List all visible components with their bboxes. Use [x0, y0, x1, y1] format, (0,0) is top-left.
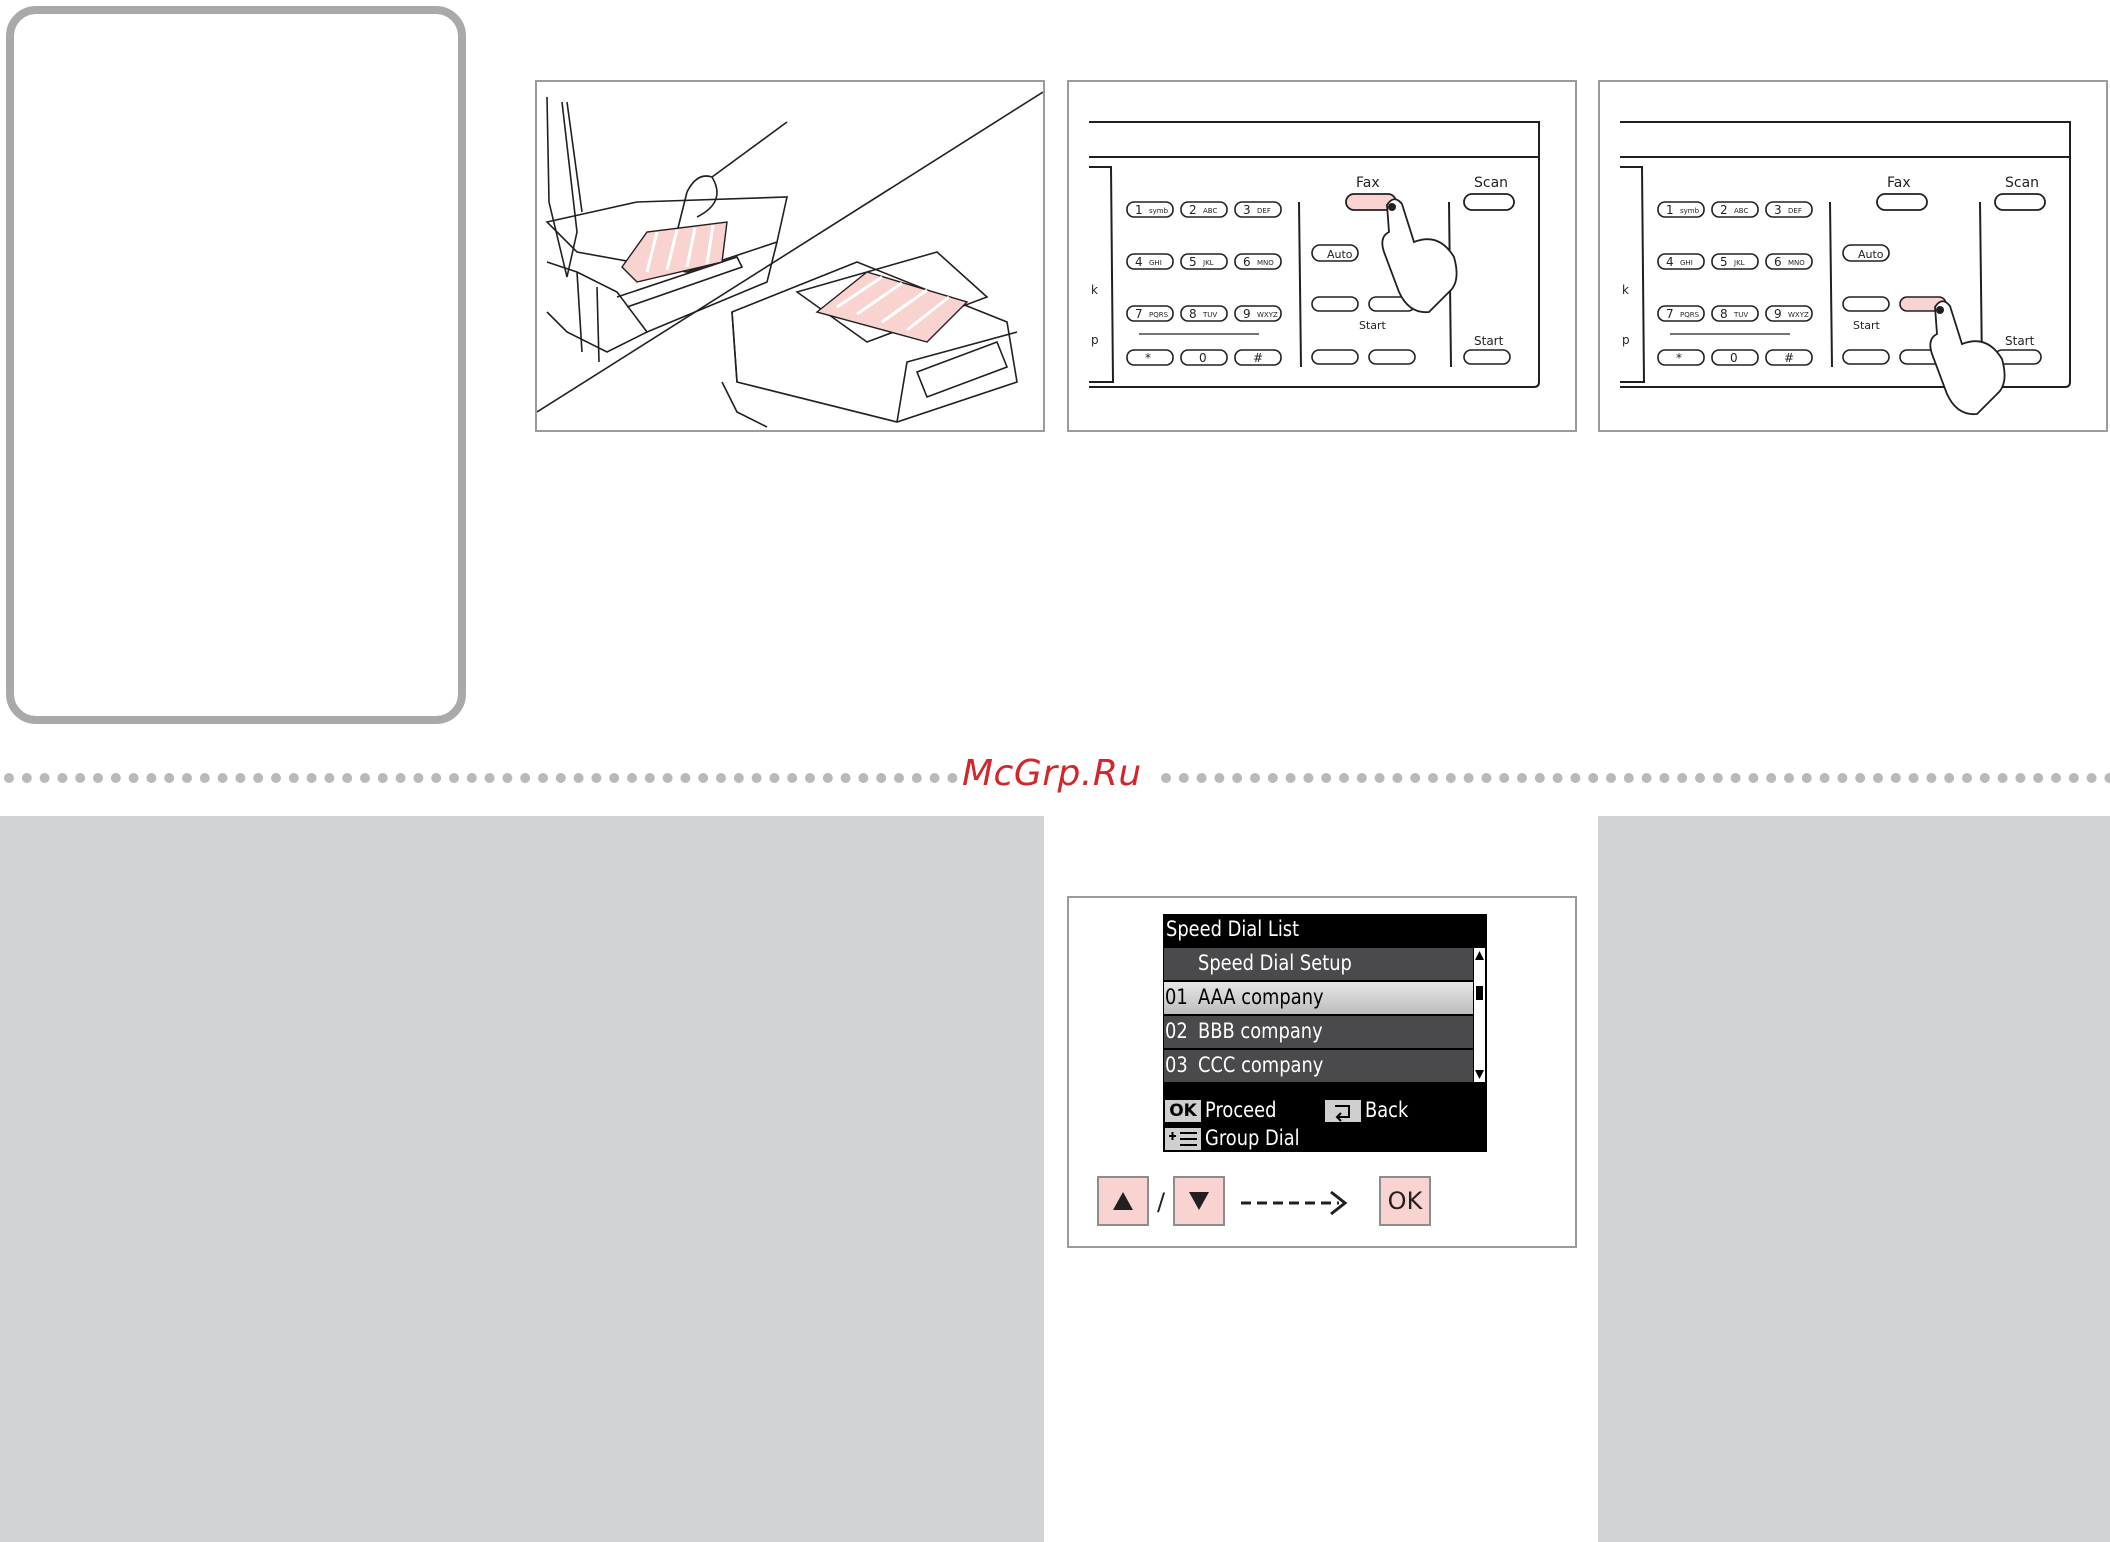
keypad-key-label: 9	[1243, 307, 1251, 321]
divider-dot	[1909, 773, 1919, 783]
ok-badge: OK	[1165, 1100, 1201, 1122]
divider-dot	[200, 773, 210, 783]
divider-dot	[1517, 773, 1527, 783]
divider-dot	[129, 773, 139, 783]
divider-dot	[413, 773, 423, 783]
illustration-press-fax	[1067, 80, 1577, 432]
divider-dot	[663, 773, 673, 783]
divider-dot	[360, 773, 370, 783]
keypad-key-letters: ABC	[1734, 207, 1749, 215]
list-item[interactable]	[1164, 1016, 1473, 1048]
side-letter: k	[1622, 283, 1629, 297]
divider-dot	[1695, 773, 1705, 783]
divider-dot	[1464, 773, 1474, 783]
group-dial-icon	[1165, 1128, 1201, 1150]
divider-dot	[2069, 773, 2079, 783]
divider-dot	[520, 773, 530, 783]
printer-illustration	[537, 82, 1043, 430]
divider-dot	[1926, 773, 1936, 783]
divider-dot	[1161, 773, 1171, 783]
keypad-key-letters: JKL	[1203, 259, 1214, 267]
divider-dot	[1731, 773, 1741, 783]
divider-dot	[1535, 773, 1545, 783]
divider-dot	[93, 773, 103, 783]
entry-num: 02	[1165, 1019, 1188, 1043]
divider-dot	[787, 773, 797, 783]
divider-dot	[1268, 773, 1278, 783]
list-item[interactable]	[1164, 1050, 1473, 1082]
keypad-key-letters: WXYZ	[1257, 311, 1278, 319]
illustration-press-start	[1598, 80, 2108, 432]
divider-dot	[609, 773, 619, 783]
divider-dot	[467, 773, 477, 783]
divider-dot	[752, 773, 762, 783]
keypad-key-label: 1	[1666, 203, 1674, 217]
divider-dot	[431, 773, 441, 783]
divider-dot	[485, 773, 495, 783]
setup-label: Speed Dial Setup	[1198, 951, 1352, 975]
divider-dot	[680, 773, 690, 783]
entry-num: 03	[1165, 1053, 1188, 1077]
divider-dot	[876, 773, 886, 783]
divider-dot	[378, 773, 388, 783]
divider-dot	[1748, 773, 1758, 783]
divider-dot	[912, 773, 922, 783]
keypad-key-label: 3	[1774, 203, 1782, 217]
list-item-selected[interactable]	[1164, 982, 1473, 1014]
keypad-key-label: #	[1253, 351, 1264, 365]
side-note-card	[6, 6, 466, 724]
side-letter: p	[1091, 333, 1099, 347]
divider-dot	[75, 773, 85, 783]
divider-dot	[930, 773, 940, 783]
divider-dot	[1998, 773, 2008, 783]
divider-dot	[1642, 773, 1652, 783]
group-dial-label: Group Dial	[1205, 1126, 1300, 1150]
keypad-key-letters: MNO	[1257, 259, 1274, 267]
divider-dot	[2051, 773, 2061, 783]
ok-button-label: OK	[1387, 1187, 1423, 1215]
proceed-label: Proceed	[1205, 1098, 1277, 1122]
divider-dot	[1944, 773, 1954, 783]
divider-dot	[716, 773, 726, 783]
divider-dot	[1339, 773, 1349, 783]
divider-dot	[449, 773, 459, 783]
start-small-label: Start	[1359, 319, 1386, 332]
divider-dot	[2033, 773, 2043, 783]
divider-dot	[805, 773, 815, 783]
auto-label: Auto	[1858, 248, 1884, 261]
keypad-key-label: 1	[1135, 203, 1143, 217]
illustration-speed-dial-screen	[1067, 896, 1577, 1248]
divider-dot	[1410, 773, 1420, 783]
keypad-key-letters: TUV	[1203, 311, 1218, 319]
divider-dot	[289, 773, 299, 783]
divider-dot	[2015, 773, 2025, 783]
divider-dot	[1303, 773, 1313, 783]
divider-dot	[1286, 773, 1296, 783]
lcd-title: Speed Dial List	[1166, 917, 1300, 941]
keypad-key-letters: symb	[1680, 207, 1700, 215]
divider-dot	[2104, 773, 2110, 783]
divider-dot	[1392, 773, 1402, 783]
keypad-key-letters: ABC	[1203, 207, 1218, 215]
divider-dot	[1624, 773, 1634, 783]
divider-dot	[396, 773, 406, 783]
divider-dot	[1962, 773, 1972, 783]
side-letter: p	[1622, 333, 1630, 347]
scrollbar-arrows-icon	[1474, 948, 1485, 1082]
keypad-key-label: 2	[1720, 203, 1728, 217]
divider-dot	[1197, 773, 1207, 783]
divider-dot	[307, 773, 317, 783]
entry-name: AAA company	[1198, 985, 1324, 1009]
dashed-arrow-icon	[1241, 1188, 1351, 1218]
keypad-key-label: *	[1676, 351, 1682, 365]
divider-dot	[1873, 773, 1883, 783]
divider-dot	[698, 773, 708, 783]
divider-dot	[1446, 773, 1456, 783]
divider-dot	[1499, 773, 1509, 783]
fax-label: Fax	[1887, 175, 1911, 191]
divider-dot	[146, 773, 156, 783]
divider-dot	[1321, 773, 1331, 783]
entry-name: BBB company	[1198, 1019, 1323, 1043]
start-small-label: Start	[1853, 319, 1880, 332]
divider-dot	[218, 773, 228, 783]
keypad-key-label: 0	[1730, 351, 1738, 365]
keypad-key-letters: PQRS	[1680, 311, 1700, 319]
scrollbar[interactable]	[1474, 948, 1485, 1082]
divider-dot	[502, 773, 512, 783]
keypad-key-letters: GHI	[1149, 259, 1162, 267]
keypad-key-label: 6	[1243, 255, 1251, 269]
divider-dot	[841, 773, 851, 783]
keypad-key-letters: PQRS	[1149, 311, 1169, 319]
keypad-key-letters: GHI	[1680, 259, 1693, 267]
keypad-key-label: 4	[1666, 255, 1674, 269]
divider-dot	[734, 773, 744, 783]
divider-dot	[235, 773, 245, 783]
divider-dot	[342, 773, 352, 783]
divider-dot	[111, 773, 121, 783]
divider-dot	[556, 773, 566, 783]
divider-dot	[164, 773, 174, 783]
divider-dot	[823, 773, 833, 783]
keypad-key-label: 7	[1135, 307, 1143, 321]
keypad-key-label: 3	[1243, 203, 1251, 217]
down-arrow-button[interactable]	[1173, 1176, 1225, 1226]
divider-dot	[947, 773, 957, 783]
keypad-key-letters: DEF	[1788, 207, 1802, 215]
back-icon	[1325, 1100, 1361, 1122]
fax-label: Fax	[1356, 175, 1380, 191]
grey-column-left	[0, 816, 1044, 1542]
ok-button[interactable]	[1379, 1176, 1431, 1226]
divider-dot	[40, 773, 50, 783]
start-right-label: Start	[1474, 334, 1504, 348]
divider-dot	[1659, 773, 1669, 783]
watermark: McGrp.Ru	[962, 753, 1142, 794]
divider-dot	[1357, 773, 1367, 783]
divider-dot	[1250, 773, 1260, 783]
entry-num: 01	[1165, 985, 1188, 1009]
keypad-key-label: 4	[1135, 255, 1143, 269]
keypad-key-label: 2	[1189, 203, 1197, 217]
keypad-key-letters: WXYZ	[1788, 311, 1809, 319]
back-label: Back	[1365, 1098, 1409, 1122]
keypad-key-label: 5	[1720, 255, 1728, 269]
divider-dot	[1802, 773, 1812, 783]
divider-dot	[1677, 773, 1687, 783]
divider-dot	[1214, 773, 1224, 783]
divider-dot	[858, 773, 868, 783]
divider-dot	[22, 773, 32, 783]
keypad-key-letters: symb	[1149, 207, 1169, 215]
divider-dot	[271, 773, 281, 783]
divider-dot	[1855, 773, 1865, 783]
keypad-key-label: 0	[1199, 351, 1207, 365]
divider-dot	[1766, 773, 1776, 783]
divider-dot	[769, 773, 779, 783]
keypad-key-letters: DEF	[1257, 207, 1271, 215]
up-arrow-icon	[1111, 1190, 1135, 1212]
down-arrow-icon	[1187, 1190, 1211, 1212]
divider-dot	[1606, 773, 1616, 783]
divider-dot	[591, 773, 601, 783]
keypad-key-label: 6	[1774, 255, 1782, 269]
divider-dot	[182, 773, 192, 783]
divider-dot	[1784, 773, 1794, 783]
divider-dot	[4, 773, 14, 783]
start-right-label: Start	[2005, 334, 2035, 348]
keypad-key-label: 5	[1189, 255, 1197, 269]
control-panel-start	[1600, 82, 2106, 430]
lcd-screen	[1163, 914, 1487, 1152]
divider-dot	[1232, 773, 1242, 783]
keypad-key-letters: JKL	[1734, 259, 1745, 267]
divider-dot	[1891, 773, 1901, 783]
divider-dot	[1837, 773, 1847, 783]
divider-dot	[1820, 773, 1830, 783]
entry-name: CCC company	[1198, 1053, 1324, 1077]
keypad-key-label: 8	[1189, 307, 1197, 321]
divider-dot	[574, 773, 584, 783]
keypad-key-letters: MNO	[1788, 259, 1805, 267]
divider-dot	[1481, 773, 1491, 783]
grey-column-right	[1598, 816, 2110, 1542]
scan-label: Scan	[2005, 175, 2040, 191]
divider-dot	[2087, 773, 2097, 783]
keypad-key-letters: TUV	[1734, 311, 1749, 319]
up-arrow-button[interactable]	[1097, 1176, 1149, 1226]
divider-dot	[894, 773, 904, 783]
divider-dot	[645, 773, 655, 783]
list-item-setup[interactable]	[1164, 948, 1473, 980]
keypad-key-label: 9	[1774, 307, 1782, 321]
keypad-key-label: 8	[1720, 307, 1728, 321]
divider-dot	[253, 773, 263, 783]
divider-dot	[1428, 773, 1438, 783]
illustration-place-document	[535, 80, 1045, 432]
auto-label: Auto	[1327, 248, 1353, 261]
divider-dot	[1375, 773, 1385, 783]
divider-dot	[1588, 773, 1598, 783]
scan-label: Scan	[1474, 175, 1509, 191]
divider-dot	[57, 773, 67, 783]
divider-dot	[538, 773, 548, 783]
divider-dot	[627, 773, 637, 783]
keypad-key-label: #	[1784, 351, 1795, 365]
nav-separator: /	[1157, 1188, 1166, 1216]
divider-dot	[1179, 773, 1189, 783]
divider-dot	[1553, 773, 1563, 783]
divider-dot	[1713, 773, 1723, 783]
keypad-key-label: 7	[1666, 307, 1674, 321]
divider-dot	[1570, 773, 1580, 783]
keypad-key-label: *	[1145, 351, 1151, 365]
divider-dot	[1980, 773, 1990, 783]
control-panel-fax	[1069, 82, 1575, 430]
side-letter: k	[1091, 283, 1098, 297]
divider-dot	[324, 773, 334, 783]
